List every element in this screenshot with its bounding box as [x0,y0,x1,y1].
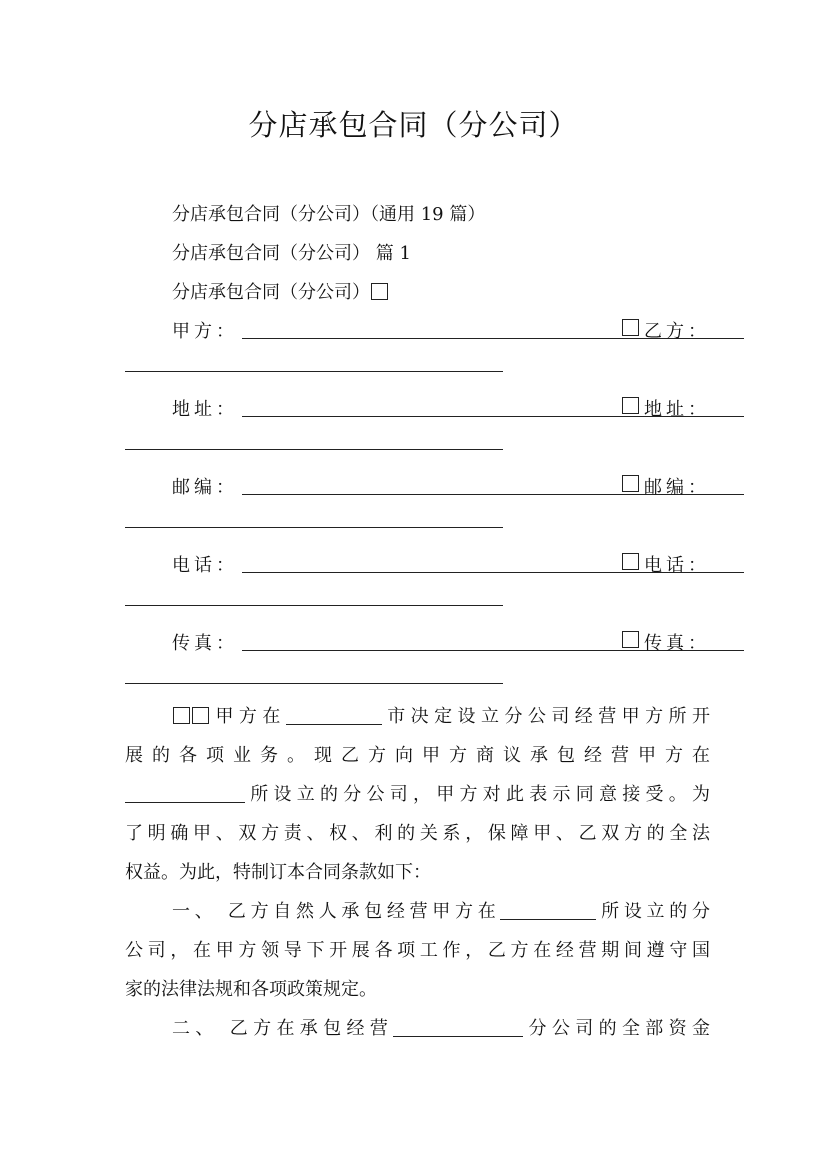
checkbox-glyph [173,707,190,724]
paragraph-line [125,697,710,736]
paragraph-line [125,775,710,814]
text-run: 一、 乙方自然人承包经营甲方在 [172,901,501,922]
city-blank[interactable] [286,706,382,725]
form-row-address [125,395,710,435]
paragraph-line [125,892,710,931]
checkbox-glyph [622,631,639,648]
address-a-label: 地址： [172,399,238,420]
paragraph-clause-2 [125,1009,710,1048]
branch-location-blank[interactable] [500,901,596,920]
paragraph-line: 公司，在甲方领导下开展各项工作，乙方在经营期间遵守国 [125,940,710,961]
paragraph-line: 家的法律法规和各项政策规定。 [125,979,377,1000]
form-row-fax [125,629,710,669]
text-run: 二、 乙方在承包经营 [172,1018,394,1039]
phone-b-label: 电话： [644,555,710,576]
fax-b-field[interactable] [125,683,503,684]
postcode-b-label: 邮编： [644,477,710,498]
party-a-label: 甲方： [172,321,238,342]
paragraph-line: 展的各项业务。现乙方向甲方商议承包经营甲方在 [125,745,710,766]
address-b-field[interactable] [125,449,503,450]
location-blank[interactable] [125,784,245,803]
checkbox-glyph [622,475,639,492]
party-b-label: 乙方： [644,321,710,342]
paragraph-line [125,1009,710,1048]
text-run: 分公司的全部资金 [523,1018,710,1039]
text-run: 市决定设立分公司经营甲方所开 [381,706,711,727]
paragraph-line: 了明确甲、双方责、权、利的关系，保障甲、乙双方的全法 [125,823,710,844]
form-row-party [125,317,710,357]
phone-b-field[interactable] [125,605,503,606]
fax-b-label: 传真： [644,633,710,654]
form-row-postcode [125,473,710,513]
text-run: 所设立的分公司，甲方对此表示同意接受。为 [245,784,710,805]
checkbox-glyph [622,397,639,414]
subtitle-line-3-text: 分店承包合同（分公司） [172,282,370,303]
fax-a-label: 传真： [172,633,238,654]
subtitle-line-1: 分店承包合同（分公司）（通用 19 篇） [172,204,486,225]
checkbox-glyph [192,707,209,724]
checkbox-glyph [622,319,639,336]
subtitle-line-3 [172,278,757,304]
address-b-label: 地址： [644,399,710,420]
branch-name-blank[interactable] [393,1018,523,1037]
party-b-field[interactable] [125,371,503,372]
paragraph-clause-1 [125,892,710,1009]
paragraph-intro [125,697,710,892]
text-run: 所设立的分 [596,901,710,922]
form-row-phone [125,551,710,591]
postcode-a-label: 邮编： [172,477,238,498]
text-run: 甲方在 [210,706,286,727]
checkbox-glyph [622,553,639,570]
phone-a-label: 电话： [172,555,238,576]
checkbox-glyph [371,283,388,300]
document-title: 分店承包合同（分公司） [248,108,579,142]
subtitle-line-2: 分店承包合同（分公司） 篇 1 [172,243,411,264]
paragraph-line: 权益。为此，特制订本合同条款如下： [125,862,431,883]
postcode-b-field[interactable] [125,527,503,528]
